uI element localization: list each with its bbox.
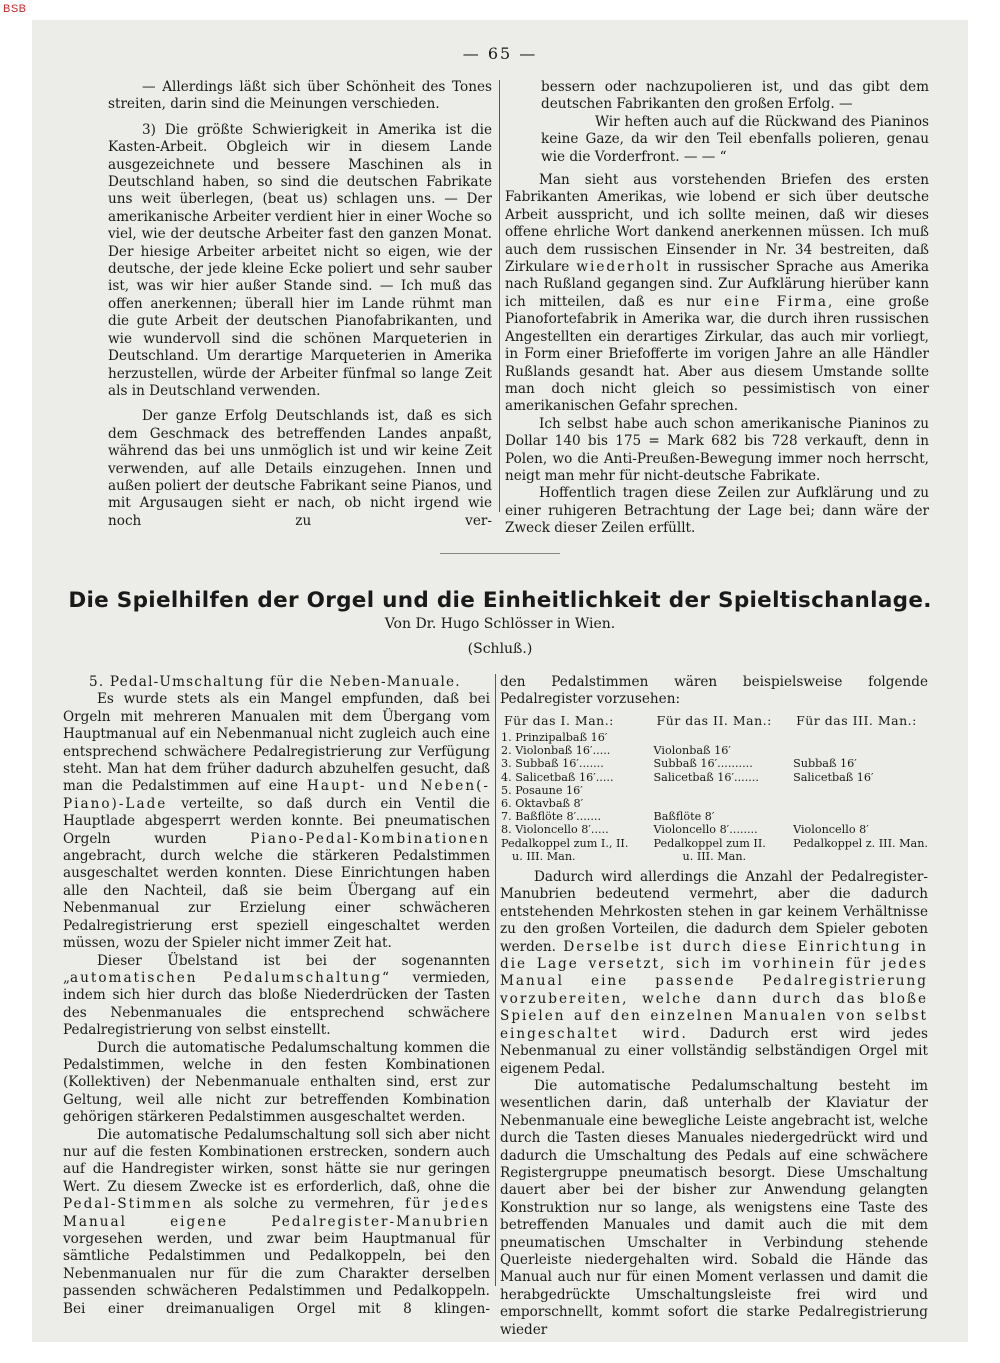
table-cell [653, 784, 793, 797]
table-cell [653, 731, 793, 744]
bottom-left-column [63, 674, 490, 1318]
paragraph [63, 953, 490, 1040]
spaced-text: eine Firma [724, 293, 829, 310]
spaced-text: für jedes Manual eigene Pedalregister-Manubrien [63, 1196, 491, 1230]
table-cell: Subbaß 16′.......... [653, 757, 753, 771]
paragraph-text: , eine große Pianofortefabrik in Amerika war, die durch ihren russischen Angestellten ein derartiges Zirkular, das auch mir vorliegt, in Form einer Briefofferte im vorigen Jahre an alle Händler Rußlands gesandt hat. Aber aus diesem Umstande sollte man doch nicht gleich so pessimistisch von einer amerikanischen Gefahr sprechen. [505, 293, 929, 415]
article-byline: Von Dr. Hugo Schlösser in Wien. [384, 616, 616, 632]
paragraph-text: bessern oder nachzupolieren ist, und das gibt dem deutschen Fabrikanten den großen Erfolg. — [541, 79, 929, 113]
table-row [500, 744, 928, 757]
table-cell: 2. Violonbaß 16′..... [501, 744, 611, 758]
table-cell: Baßflöte 8′ [653, 810, 715, 824]
spaced-text: Pedal-Stimmen [63, 1196, 194, 1213]
table-cell [653, 797, 793, 810]
table-header: Für das III. Man.: [796, 712, 917, 728]
spaced-text: Haupt- und Neben(-Piano)-Lade [63, 778, 491, 812]
table-cell: Salicetbaß 16′ [793, 770, 874, 784]
spaced-text: Piano-Pedal-Kombinationen [250, 830, 490, 847]
paragraph: — Allerdings läßt sich über Schönheit des Tones streiten, darin sind die Meinungen verschieden. [108, 79, 492, 113]
top-left-column [108, 79, 492, 530]
table-cell: 3. Subbaß 16′....... [501, 757, 604, 771]
table-row [500, 837, 928, 850]
table-cell: Pedalkoppel zum II. [653, 836, 766, 850]
paragraph-text: Man sieht aus vorstehenden Briefen des ersten Fabrikanten Amerikas, wie lobend er sich über deutsche Arbeit ausspricht, und ich sollte meinen, daß wir dieses offene ehrliche Wort dankend anerkennen müssen. Ich muß auch dem russischen Einsender in Nr. 34 bestreiten, daß Zirkulare [505, 172, 929, 276]
paragraph-text: Die automatische Pedalumschaltung soll sich aber nicht nur auf die festen Kombinationen erstrecken, sondern auch auf die Handregister wirken, sonst hätte sie nur geringen Wert. Zu diesem Zwecke ist es erforderlich, daß, ohne die [63, 1126, 490, 1195]
table-cell [792, 850, 928, 863]
paragraph [505, 172, 929, 416]
table-header: Für das II. Man.: [656, 712, 772, 728]
table-cell [792, 797, 928, 810]
library-stamp: BSB [3, 3, 27, 15]
paragraph-text: angebracht, durch welche die stärkeren Pedalstimmen ausgeschaltet werden konnten. Diese Einrichtungen haben alle den Nachteil, daß sie beim Übergang auf ein Nebenmanual zur Erzielung einer schwächeren Pedalregistrierung erst speziell eingeschaltet werden müssen, wozu der Spieler nicht immer Zeit hat. [63, 848, 490, 952]
table-cell: Salicetbaß 16′....... [653, 770, 759, 784]
spaced-text: Derselbe ist durch diese Einrichtung in die Lage versetzt, sich im vorhinein für jedes Manual eine passende Pedalregistrierung vorzubereiten, welche dann durch das bloße Spielen auf den einzelnen Manualen von selbst eingeschaltet wird. [500, 938, 929, 1042]
paragraph-text: Dieser Übelstand ist bei der sogenannten „ [63, 952, 490, 986]
paragraph: Die automatische Pedalumschaltung besteht im wesentlichen darin, daß unterhalb der Klaviatur der Nebenmanuale eine bewegliche Leiste angebracht ist, welche durch die Tasten dieses Manuales niedergedrückt wird und dadurch die Umschaltung des Pedals auf eine schwächere Registergruppe pneumatisch besorgt. Diese Umschaltung dauert aber bei der bisher zur Anwendung gelangten Konstruktion nur so lange, als wenigstens eine Taste des betreffenden Manuales und damit auch die mit dem pneumatischen Umschalter in Verbindung stehende Querleiste niedergehalten wird. Sobald die Hände das Manual auch nur für einen Moment verlassen und damit die herabgedrückte Umschaltungsleiste frei wird und emporschnellt, kommt sofort die starke Pedalregistrierung wieder [500, 1077, 928, 1338]
table-cell [792, 744, 928, 757]
table-row [500, 784, 928, 797]
table-cell [792, 784, 928, 797]
article-title: Die Spielhilfen der Orgel und die Einheitlichkeit der Spieltischanlage. [68, 588, 932, 613]
column-divider [499, 80, 500, 512]
page-number: — 65 — [462, 44, 538, 63]
table-cell: 7. Baßflöte 8′....... [501, 810, 602, 824]
table-cell: 6. Oktavbaß 8′ [501, 797, 584, 811]
table-row [500, 797, 928, 810]
table-row [500, 850, 928, 863]
paragraph: 3) Die größte Schwierigkeit in Amerika ist die Kasten-Arbeit. Obgleich wir in diesem Lande ausgezeichnete und bessere Maschinen als in Deutschland haben, so sind die deutschen Fabrikate uns weit überlegen, (beat us) schlagen uns. — Der amerikanische Arbeiter verdient hier in einer Woche so viel, wie der deutsche Arbeiter fast den ganzen Monat. Der hiesige Arbeiter arbeitet nicht so eigen, wie der deutsche, der jede kleine Ecke poliert und sehr sauber ist, was wir hier außer Stande sind. — Ich muß das offen anerkennen; überall hier im Lande rühmt man die gute Arbeit der deutschen Pianofabrikanten, und wie wundervoll sind die schönen Marqueterien in Deutschland. Um derartige Marqueterien in Amerika herzustellen, würde der Arbeiter fünfmal so lange Zeit als in Deutschland verwenden. [108, 121, 492, 399]
spaced-text: wiederholt [576, 259, 671, 276]
paragraph: den Pedalstimmen wären beispielsweise folgende Pedalregister vorzusehen: [500, 674, 928, 708]
spaced-text: automatischen Pedalumschaltung [70, 969, 383, 986]
paragraph: Der ganze Erfolg Deutschlands ist, daß es sich dem Geschmack des betreffenden Landes anpaßt, während das bei uns unmöglich ist und wir keine Zeit verwenden, auf alle Details einzugehen. Innen und außen poliert der deutsche Fabrikant seine Pianos, und mit Argusaugen sieht er nach, ob nicht irgend wie noch zu ver- [108, 408, 492, 529]
paragraph-text: in russischer Sprache aus Amerika nach Rußland gegangen sind. Zur Aufklärung hierüber kann ich mitteilen, daß es nur [505, 259, 929, 310]
table-cell: Subbaß 16′ [793, 757, 857, 771]
table-cell: u. III. Man. [512, 849, 576, 863]
table-cell: 5. Posaune 16′ [501, 783, 583, 797]
paragraph [63, 691, 490, 952]
table-row [500, 771, 928, 784]
paragraph-text: “ vermieden, indem sich hier durch das bloße Niederdrücken der Tasten des Nebenmanuales die entsprechend schwächere Pedalregistrierung von selbst einstellt. [63, 969, 490, 1039]
table-row [500, 731, 928, 744]
table-cell [792, 731, 928, 744]
paragraph [505, 114, 929, 166]
paragraph [500, 869, 928, 1078]
table-row [500, 810, 928, 823]
table-cell: Violoncello 8′........ [653, 823, 758, 837]
paragraph-text: Es wurde stets als ein Mangel empfunden, daß bei Orgeln mit mehreren Manualen mit dem Übergang vom Hauptmanual auf ein Nebenmanual nicht zugleich auch eine entsprechend schwächere Pedalregistrierung zur Verfügung steht. Man hat dem früher dadurch abzuhelfen gesucht, daß man die Pedalstimmen auf eine [63, 691, 490, 795]
paragraph [505, 79, 929, 114]
paragraph-text: Wir heften auch auf die Rückwand des Pianinos keine Gaze, da wir den Teil ebenfalls polieren, genau wie die Vorderfront. — — “ [541, 113, 929, 165]
table-cell: 8. Violoncello 8′..... [501, 823, 609, 837]
section-heading-text: 5. Pedal-Umschaltung für die Neben-Manuale. [89, 674, 461, 690]
paragraph: Ich selbst habe auch schon amerikanische Pianinos zu Dollar 140 bis 175 = Mark 682 bis 728 verkauft, denn in Polen, wo die Anti-Preußen-Bewegung immer noch herrscht, neigt man mehr für nicht-deutsche Fabrikate. [505, 415, 929, 484]
top-right-column [505, 79, 929, 538]
table-cell: 4. Salicetbaß 16′..... [501, 770, 614, 784]
column-divider [495, 674, 496, 1286]
paragraph-text: Dadurch erst wird jedes Nebenmanual zu einer vollständig selbständigen Orgel mit eigenem Pedal. [500, 1025, 928, 1077]
table-header: Für das I. Man.: [504, 712, 614, 728]
paragraph-text: Dadurch wird allerdings die Anzahl der Pedalregister-Manubrien bedeutend vermehrt, aber die dadurch entstehenden Mehrkosten stehen in gar keinem Verhältnisse zu den großen Vorteilen, die dadurch dem Spieler geboten werden. [500, 869, 928, 955]
table-row [500, 823, 928, 836]
paragraph-text: verteilte, so daß durch ein Ventil die Hauptlade abgesperrt werden konnte. Bei pneumatischen Orgeln wurden [63, 795, 490, 847]
table-cell: Pedalkoppel zum I., II. [501, 836, 629, 850]
table-cell: u. III. Man. [682, 849, 747, 863]
table-row [500, 757, 928, 770]
section-divider [440, 553, 560, 554]
table-cell: Violonbaß 16′ [653, 744, 731, 758]
paragraph [63, 1127, 490, 1318]
section-heading [63, 674, 490, 691]
table-cell: Violoncello 8′ [793, 823, 869, 837]
paragraph-text: als solche zu vermehren, [203, 1196, 395, 1213]
bottom-right-column [500, 674, 928, 1339]
paragraph-text: vorgesehen werden, und zwar beim Hauptmanual für sämtliche Pedalstimmen und Pedalkoppeln, bei den Nebenmanualen nur für die zum Charakter derselben passenden schwächeren Pedalstimmen und Pedalkoppeln. Bei einer dreimanualigen Orgel mit 8 klingen- [63, 1231, 490, 1317]
paragraph: Durch die automatische Pedalumschaltung kommen die Pedalstimmen, welche in den festen Kombinationen (Kollektiven) der Nebenmanuale enthalten sind, erst zur Geltung, weil alle nicht zur betreffenden Kombination gehörigen stärkeren Pedalstimmen ausgeschaltet werden. [63, 1039, 490, 1126]
table-cell: 1. Prinzipalbaß 16′ [501, 731, 608, 745]
table-cell: Pedalkoppel z. III. Man. [793, 836, 928, 850]
table-header-row [500, 711, 928, 731]
article-subtitle: (Schluß.) [467, 641, 533, 657]
table-cell [792, 810, 928, 823]
paragraph: Hoffentlich tragen diese Zeilen zur Aufklärung und zu einer ruhigeren Betrachtung der Lage bei; dann wäre der Zweck dieser Zeilen erfüllt. [505, 485, 929, 537]
pedal-register-table [500, 711, 928, 863]
